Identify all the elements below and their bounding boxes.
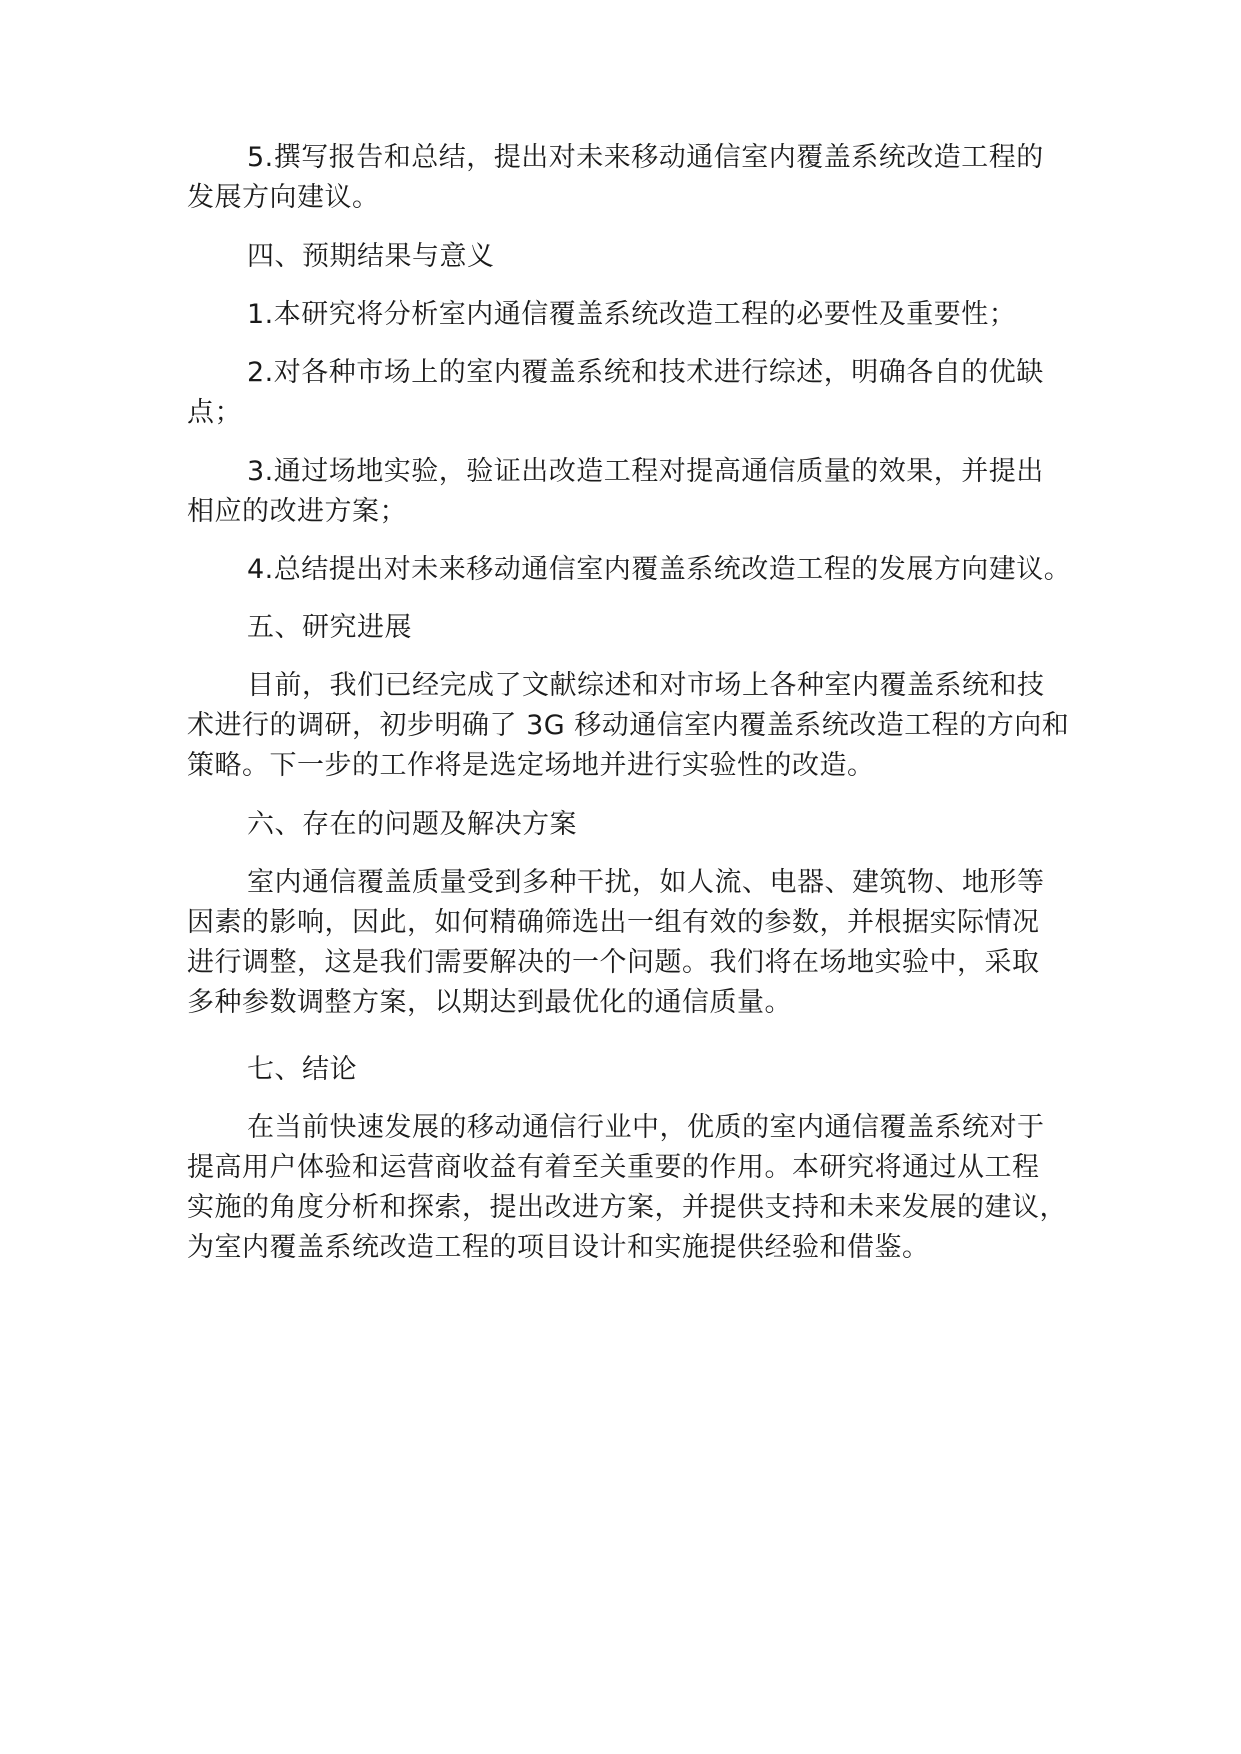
- text-line: 术进行的调研，初步明确了 3G 移动通信室内覆盖系统改造工程的方向和: [187, 710, 1070, 741]
- text-line: 因素的影响，因此，如何精确筛选出一组有效的参数，并根据实际情况: [187, 907, 1040, 938]
- paragraph-problems: [187, 863, 1067, 1023]
- text-line: 室内通信覆盖质量受到多种干扰，如人流、电器、建筑物、地形等: [247, 867, 1045, 898]
- text-line: 发展方向建议。: [187, 182, 380, 213]
- section-heading-expected-results: [187, 237, 1067, 277]
- text-line: 5.撰写报告和总结，提出对未来移动通信室内覆盖系统改造工程的: [247, 142, 1044, 173]
- paragraph-result-2: [187, 353, 1067, 433]
- section-heading-problems-solutions: [187, 805, 1067, 845]
- heading-text: 六、存在的问题及解决方案: [247, 809, 577, 840]
- text-line: 2.对各种市场上的室内覆盖系统和技术进行综述，明确各自的优缺: [247, 357, 1044, 388]
- section-heading-research-progress: [187, 608, 1067, 648]
- text-line: 目前，我们已经完成了文献综述和对市场上各种室内覆盖系统和技: [247, 670, 1045, 701]
- text-line: 4.总结提出对未来移动通信室内覆盖系统改造工程的发展方向建议。: [247, 554, 1072, 585]
- text-line: 1.本研究将分析室内通信覆盖系统改造工程的必要性及重要性；: [247, 299, 1017, 330]
- text-line: 点；: [187, 397, 242, 428]
- heading-text: 五、研究进展: [247, 612, 412, 643]
- heading-text: 四、预期结果与意义: [247, 241, 495, 272]
- paragraph-step-5: [187, 138, 1067, 218]
- text-line: 提高用户体验和运营商收益有着至关重要的作用。本研究将通过从工程: [187, 1152, 1040, 1183]
- text-line: 策略。下一步的工作将是选定场地并进行实验性的改造。: [187, 750, 875, 781]
- section-heading-conclusion: [187, 1050, 1067, 1090]
- text-line: 相应的改进方案；: [187, 496, 407, 527]
- paragraph-result-1: [187, 295, 1067, 335]
- paragraph-result-3: [187, 452, 1067, 532]
- text-line: 多种参数调整方案，以期达到最优化的通信质量。: [187, 987, 792, 1018]
- paragraph-result-4: [187, 550, 1072, 590]
- paragraph-progress: [187, 666, 1070, 786]
- heading-text: 七、结论: [247, 1054, 357, 1085]
- paragraph-conclusion: [187, 1108, 1067, 1268]
- text-line: 在当前快速发展的移动通信行业中，优质的室内通信覆盖系统对于: [247, 1112, 1045, 1143]
- text-line: 实施的角度分析和探索，提出改进方案，并提供支持和未来发展的建议，: [187, 1192, 1067, 1223]
- text-line: 进行调整，这是我们需要解决的一个问题。我们将在场地实验中，采取: [187, 947, 1040, 978]
- text-line: 3.通过场地实验，验证出改造工程对提高通信质量的效果，并提出: [247, 456, 1044, 487]
- text-line: 为室内覆盖系统改造工程的项目设计和实施提供经验和借鉴。: [187, 1232, 930, 1263]
